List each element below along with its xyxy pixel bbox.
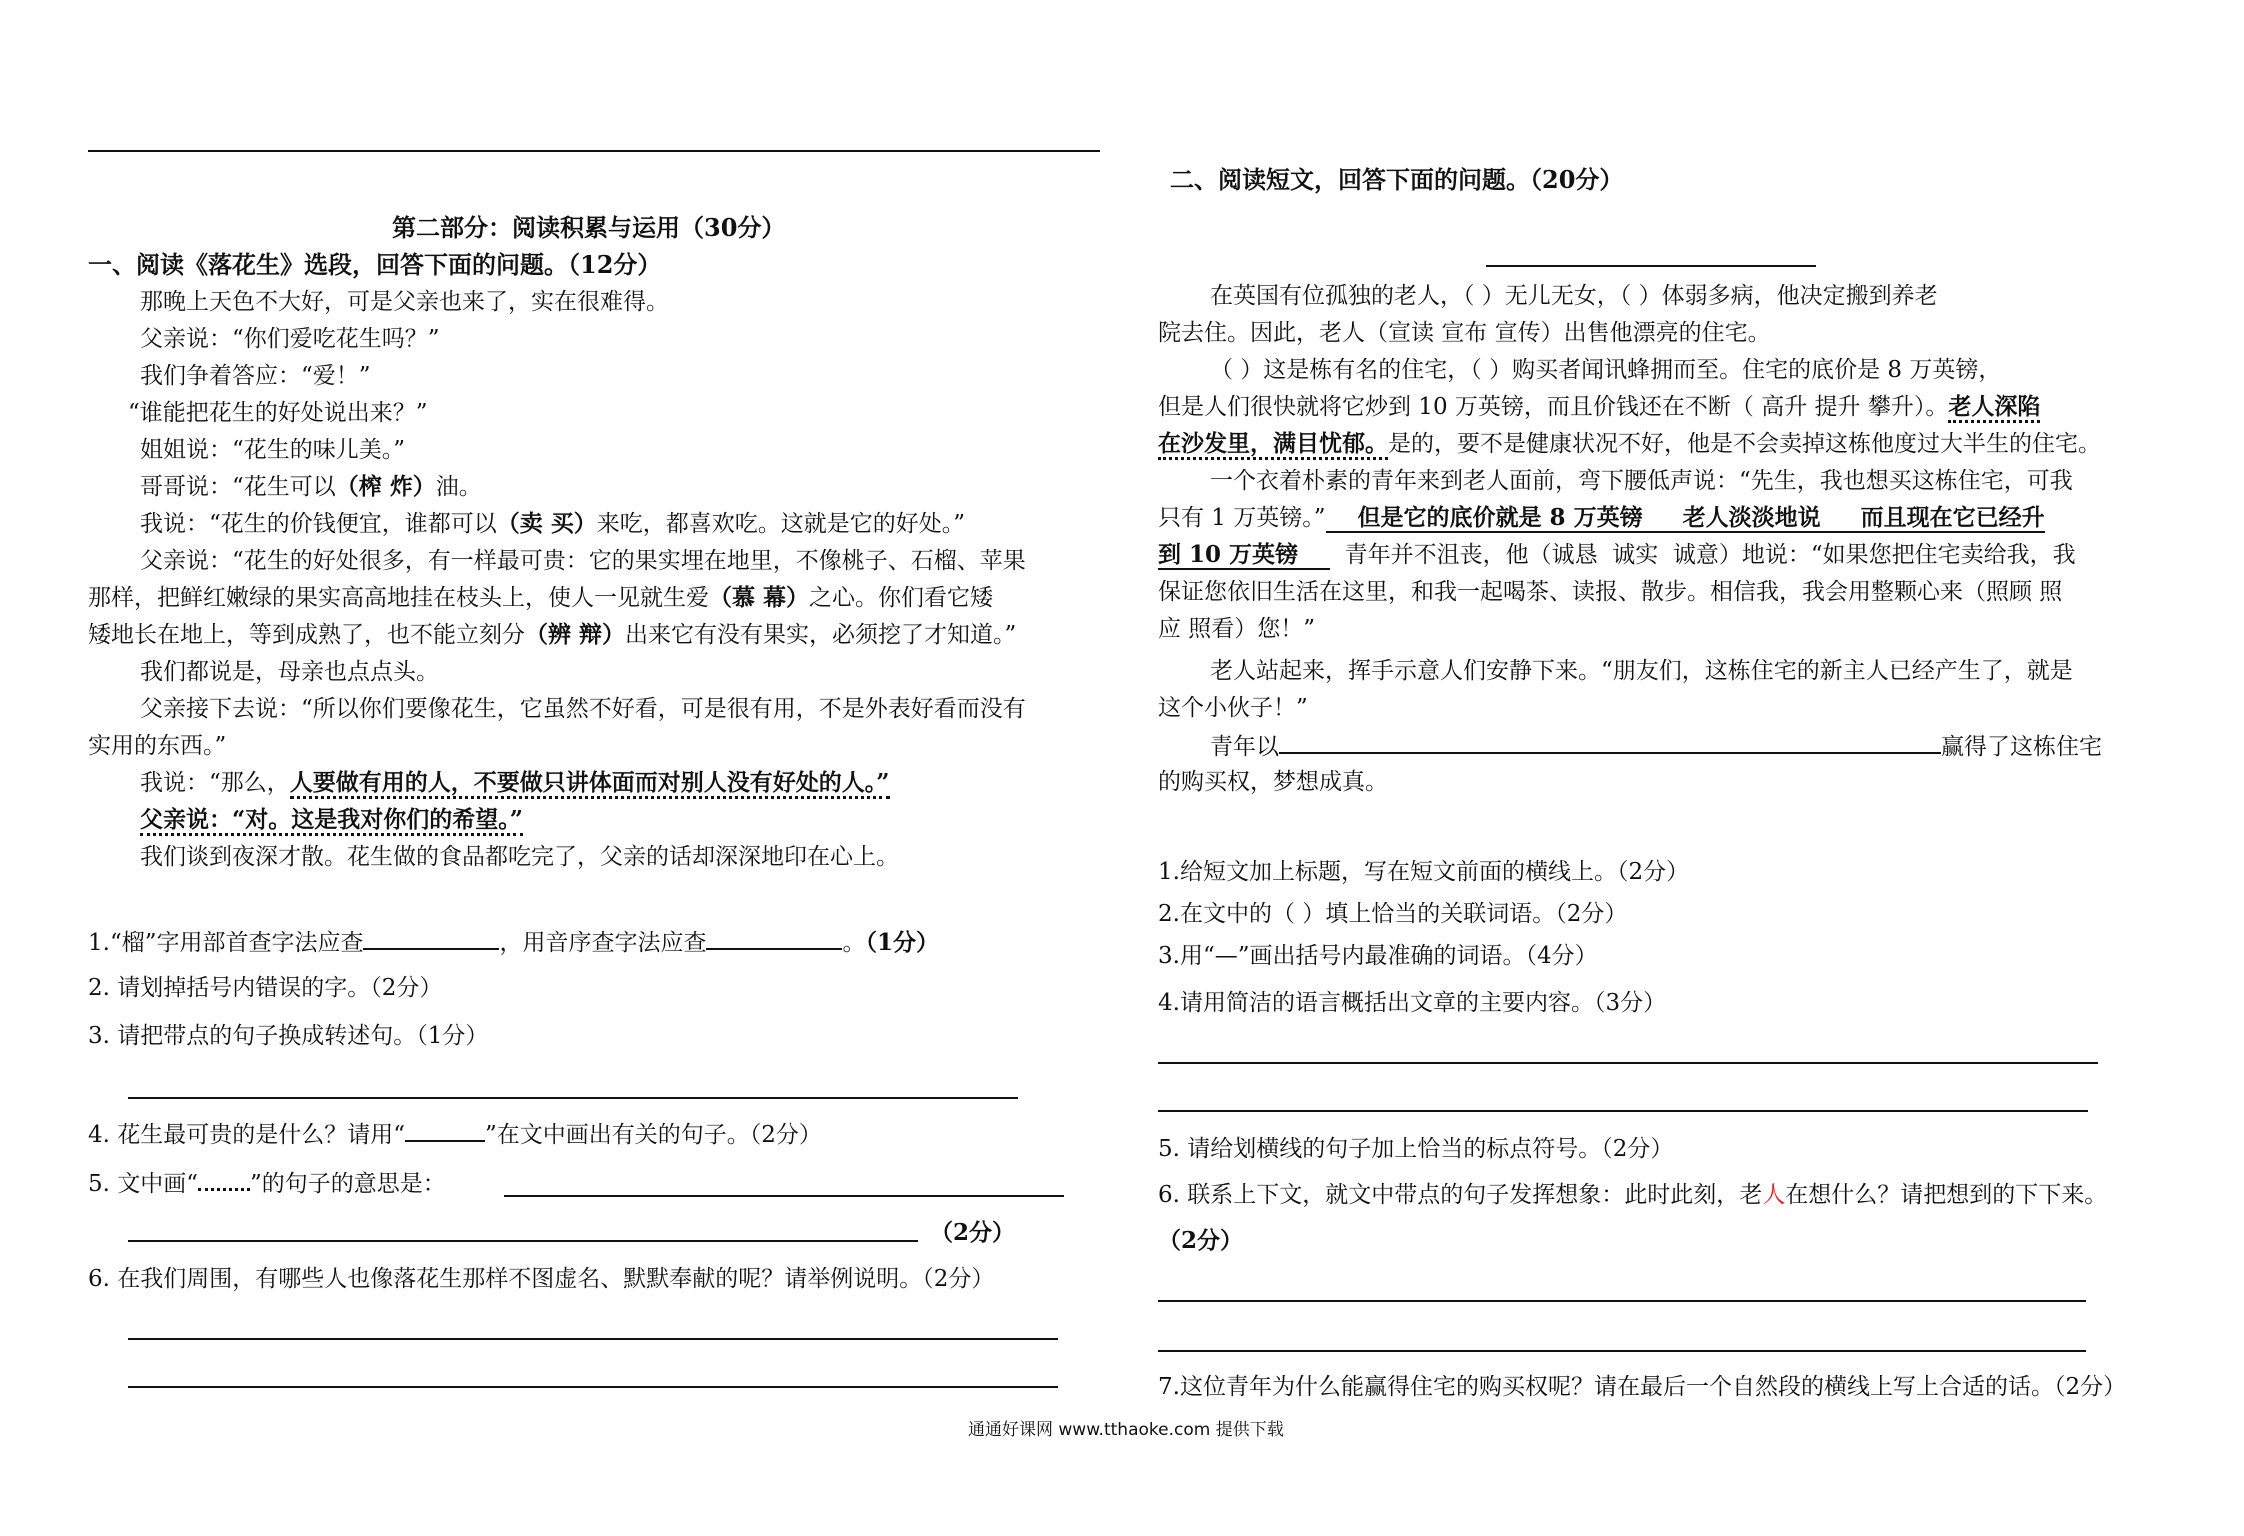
score: （2分） (930, 1219, 1016, 1246)
section-title: 第二部分：阅读积累与运用（30分） (392, 213, 786, 242)
passage-line: 实用的东西。” (88, 733, 227, 759)
passage-line: “谁能把花生的好处说出来？” (128, 400, 428, 426)
answer-line[interactable] (128, 1386, 1058, 1388)
passage-text: 那样，把鲜红嫩绿的果实高高地挂在枝头上，使人一见就生爱 (88, 585, 709, 611)
passage-line: 父亲说：“你们爱吃花生吗？” (140, 326, 440, 352)
passage-text: 我说：“花生的价钱便宜，谁都可以 (140, 511, 497, 537)
word-choice: （卖 买） (496, 510, 597, 537)
highlight-char: 人 (1762, 1182, 1786, 1208)
footer-credit: 通通好课网 www.tthaoke.com 提供下载 (968, 1420, 1284, 1440)
passage-text: 哥哥说：“花生可以 (140, 474, 336, 500)
question-3: 3.用“—”画出括号内最准确的词语。（4分） (1158, 943, 1598, 969)
passage-line (140, 768, 890, 798)
passage-line: 保证您依旧生活在这里，和我一起喝茶、读报、散步。相信我，我会用整颗心来（照顾 照 (1158, 579, 2063, 605)
question-text: 在想什么？请把想到的下下来。 (1785, 1182, 2108, 1208)
question-6: 6. 在我们周围，有哪些人也像落花生那样不图虚名、默默奉献的呢？请举例说明。（2分） (88, 1266, 995, 1292)
answer-line[interactable] (128, 1338, 1058, 1340)
underlined-sentence: 但是它的底价就是 8 万英镑 老人淡淡地说 而且现在它已经升 (1325, 504, 2045, 531)
answer-line[interactable] (1158, 1110, 2088, 1112)
passage-line: 父亲接下去说：“所以你们要像花生，它虽然不好看，可是很有用，不是外表好看而没有 (140, 696, 1026, 722)
passage-text: 但是人们很快就将它炒到 10 万英镑，而且价钱还在不断（ 高升 提升 攀升）。 (1158, 394, 1949, 420)
question-2: 2.在文中的（ ）填上恰当的关联词语。（2分） (1158, 901, 1628, 927)
question-1 (88, 926, 939, 958)
answer-blank (405, 1118, 485, 1142)
passage-line (88, 620, 1016, 650)
passage-text: 只有 1 万英镑。” (1158, 505, 1326, 531)
passage-line: （ ）这是栋有名的住宅，（ ）购买者闻讯蜂拥而至。住宅的底价是 8 万英镑， (1210, 357, 2002, 383)
word-choice: （慕 幕） (709, 584, 810, 611)
passage-line (1158, 392, 2040, 422)
question-5: 5. 请给划横线的句子加上恰当的标点符号。（2分） (1158, 1136, 1674, 1162)
underlined-sentence: 人要做有用的人，不要做只讲体面而对别人没有好处的人。” (290, 769, 890, 799)
answer-line[interactable] (1158, 1300, 2086, 1302)
top-rule (88, 150, 1100, 152)
passage-text: 赢得了这栋住宅 (1941, 734, 2102, 760)
answer-line[interactable] (128, 1240, 918, 1242)
question-text: ”的句子的意思是： (250, 1171, 446, 1197)
score: （2分） (1158, 1227, 1244, 1254)
passage-line (140, 805, 523, 835)
question-3: 3. 请把带点的句子换成转述句。（1分） (88, 1023, 489, 1049)
passage-line (88, 583, 993, 613)
passage-line: 在英国有位孤独的老人，（ ）无儿无女，（ ）体弱多病，他决定搬到养老 (1210, 283, 1938, 309)
question-5 (88, 1169, 446, 1199)
passage-line: 这个小伙子！” (1158, 695, 1308, 721)
passage-line: 那晚上天色不大好，可是父亲也来了，实在很难得。 (140, 289, 669, 315)
passage-line: 我们都说是，母亲也点点头。 (140, 659, 439, 685)
passage-line: 老人站起来，挥手示意人们安静下来。“朋友们，这栋住宅的新主人已经产生了，就是 (1210, 658, 2073, 684)
passage-text: 青年以 (1210, 734, 1279, 760)
dotted-marker (198, 1170, 250, 1191)
question-text: 5. 文中画“ (88, 1171, 199, 1197)
answer-line[interactable] (1158, 1350, 2086, 1352)
dotted-sentence: 在沙发里，满目忧郁。 (1158, 430, 1388, 460)
passage-line (1158, 503, 2045, 533)
passage-line: 姐姐说：“花生的味儿美。” (140, 437, 406, 463)
question-heading-1: 一、阅读《落花生》选段，回答下面的问题。（12分） (88, 250, 662, 279)
question-text: 。 (842, 930, 866, 956)
question-7: 7.这位青年为什么能赢得住宅的购买权呢？请在最后一个自然段的横线上写上合适的话。（2分） (1158, 1374, 2127, 1400)
question-heading-2: 二、阅读短文，回答下面的问题。（20分） (1170, 165, 1624, 194)
passage-line (140, 472, 482, 502)
answer-blank[interactable] (706, 926, 842, 950)
passage-line: 应 照看）您！” (1158, 616, 1316, 642)
passage-text: 青年并不沮丧，他（诚恳 诚实 诚意）地说：“如果您把住宅卖给我，我 (1330, 542, 2076, 568)
question-text: 4. 花生最可贵的是什么？请用“ (88, 1122, 406, 1148)
passage-text: 油。 (435, 474, 482, 500)
passage-line (140, 509, 965, 539)
answer-blank[interactable] (363, 926, 499, 950)
passage-text: 出来它有没有果实，必须挖了才知道。” (625, 622, 1017, 648)
word-choice: （辨 辩） (525, 621, 626, 648)
passage-line (1158, 429, 2101, 459)
passage-line: 的购买权，梦想成真。 (1158, 769, 1388, 795)
underlined-sentence: 到 10 万英镑 (1158, 541, 1331, 568)
answer-line[interactable] (128, 1097, 1018, 1099)
passage-text: 矮地长在地上，等到成熟了，也不能立刻分 (88, 622, 525, 648)
answer-line[interactable] (1158, 1062, 2098, 1064)
question-6 (1158, 1180, 2107, 1210)
passage-text: 我说：“那么， (140, 770, 290, 796)
question-4: 4.请用简洁的语言概括出文章的主要内容。（3分） (1158, 990, 1667, 1016)
score: （1分） (865, 929, 939, 956)
passage-line: 一个衣着朴素的青年来到老人面前，弯下腰低声说：“先生，我也想买这栋住宅，可我 (1210, 468, 2073, 494)
question-text: 1.“榴”字用部首查字法应查 (88, 930, 364, 956)
passage-line: 我们争着答应：“爱！” (140, 363, 371, 389)
question-1: 1.给短文加上标题，写在短文前面的横线上。（2分） (1158, 859, 1690, 885)
passage-text: 来吃，都喜欢吃。这就是它的好处。” (596, 511, 966, 537)
passage-text: 之心。你们看它矮 (809, 585, 994, 611)
passage-text: 是的，要不是健康状况不好，他是不会卖掉这栋他度过大半生的住宅。 (1388, 431, 2101, 457)
question-text: ”在文中画出有关的句子。（2分） (485, 1122, 822, 1148)
passage-line (1210, 730, 2102, 762)
word-choice: （榨 炸） (335, 473, 436, 500)
answer-line[interactable] (504, 1195, 1064, 1197)
title-answer-line[interactable] (1486, 265, 1816, 267)
question-text: ，用音序查字法应查 (499, 930, 707, 956)
passage-line: 院去住。因此，老人（宣读 宣布 宣传）出售他漂亮的住宅。 (1158, 320, 1771, 346)
dotted-sentence: 父亲说：“对。这是我对你们的希望。” (140, 806, 523, 836)
question-text: 6. 联系上下文，就文中带点的句子发挥想象：此时此刻，老 (1158, 1182, 1763, 1208)
passage-line: 我们谈到夜深才散。花生做的食品都吃完了，父亲的话却深深地印在心上。 (140, 844, 899, 870)
answer-blank[interactable] (1279, 730, 1941, 754)
passage-line: 父亲说：“花生的好处很多，有一样最可贵：它的果实埋在地里，不像桃子、石榴、苹果 (140, 548, 1026, 574)
passage-line (1158, 540, 2076, 570)
question-2: 2. 请划掉括号内错误的字。（2分） (88, 975, 443, 1001)
question-4 (88, 1118, 822, 1150)
dotted-sentence: 老人深陷 (1948, 393, 2040, 423)
